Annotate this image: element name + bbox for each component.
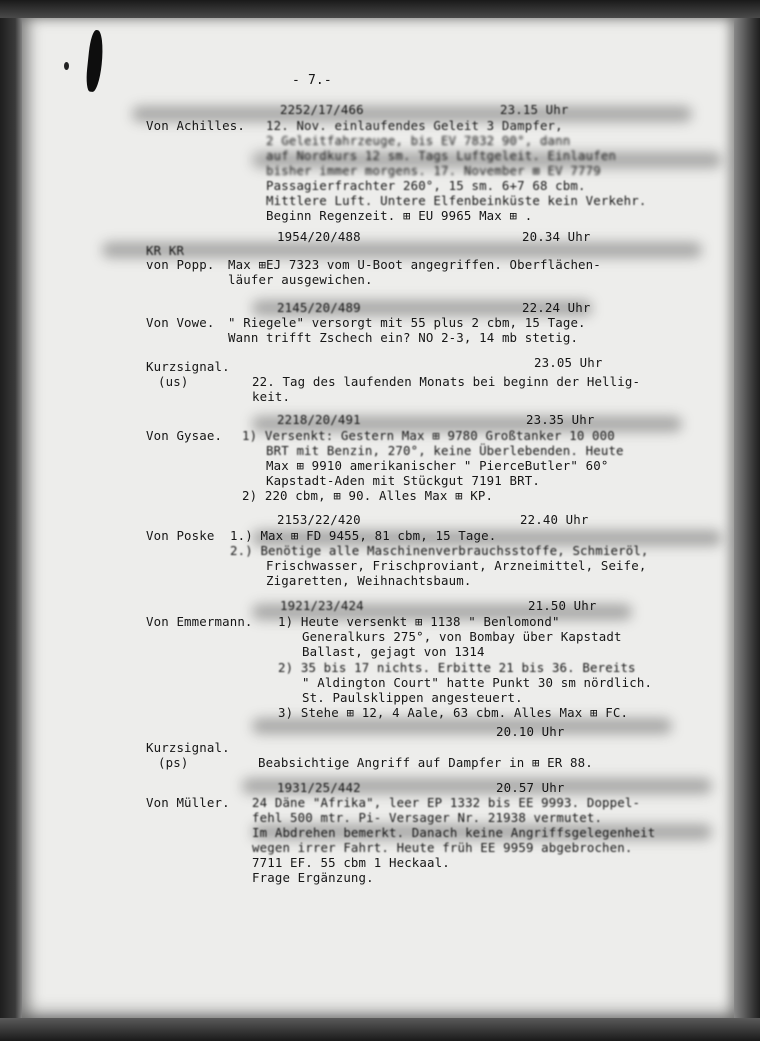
entry-line: Frischwasser, Frischproviant, Arzneimittel, Seife, [266,558,647,573]
entry-line: 1.) Max ⊞ FD 9455, 81 cbm, 15 Tage. [230,528,497,543]
entry-line: läufer ausgewichen. [228,272,373,287]
binding-hole-mark [85,29,105,92]
scan-top-edge [0,0,760,18]
entry-line: Passagierfrachter 260°, 15 sm. 6+7 68 cbm. [266,178,586,193]
entry-sender: Von Vowe. [146,315,215,330]
entry-sender: von Popp. [146,257,215,272]
smear [252,718,672,734]
entry-line: Max ⊞EJ 7323 vom U-Boot angegriffen. Oberflächen- [228,257,601,272]
entry-line: BRT mit Benzin, 270°, keine Überlebenden. Heute [266,443,624,458]
entry-sender-code: (us) [158,374,189,389]
scan-bottom-edge [0,1018,760,1041]
entry-line: Generalkurs 275°, von Bombay über Kapstadt [302,629,622,644]
entry-line: Frage Ergänzung. [252,870,374,885]
entry-line: 2) 35 bis 17 nichts. Erbitte 21 bis 36. Bereits [278,660,636,675]
entry-line: St. Paulsklippen angesteuert. [302,690,523,705]
entry-line: Mittlere Luft. Untere Elfenbeinküste kein Verkehr. [266,193,647,208]
entry-line: bisher immer morgens. 17. November ⊞ EV 7779 [266,163,601,178]
entry-sender: Von Müller. [146,795,230,810]
entry-line: " Aldington Court" hatte Punkt 30 sm nördlich. [302,675,653,690]
entry-line: Max ⊞ 9910 amerikanischer " PierceButler" 60° [266,458,609,473]
smear [102,242,702,258]
entry-ref: 1954/20/488 [277,229,361,244]
entry-ref: 2218/20/491 [277,412,361,427]
entry-sender: Von Gysae. [146,428,223,443]
entry-ref: 2153/22/420 [277,512,361,527]
entry-line: Wann trifft Zschech ein? NO 2-3, 14 mb stetig. [228,330,579,345]
entry-line: Ballast, gejagt von 1314 [302,644,485,659]
entry-line: Zigaretten, Weihnachtsbaum. [266,573,472,588]
binding-dot [64,62,69,70]
entry-line: 2 Geleitfahrzeuge, bis EV 7832 90°, dann [266,133,571,148]
entry-line: Beginn Regenzeit. ⊞ EU 9965 Max ⊞ . [266,208,533,223]
entry-line: 3) Stehe ⊞ 12, 4 Aale, 63 cbm. Alles Max ⊞ FC. [278,705,629,720]
entry-ref: 2145/20/489 [277,300,361,315]
entry-sender: Kurzsignal. [146,359,230,374]
entry-time: 23.15 Uhr [500,102,569,117]
entry-time: 23.35 Uhr [526,412,595,427]
entry-line: fehl 500 mtr. Pi- Versager Nr. 21938 vermutet. [252,810,603,825]
entry-time: 20.34 Uhr [522,229,591,244]
entry-line: 22. Tag des laufenden Monats bei beginn der Hellig- [252,374,641,389]
entry-sender: Kurzsignal. [146,740,230,755]
entry-line: 1) Heute versenkt ⊞ 1138 " Benlomond" [278,614,560,629]
entry-ref: 2252/17/466 [280,102,364,117]
entry-time: 20.57 Uhr [496,780,565,795]
entry-sender: Von Achilles. [146,118,245,133]
entry-time: 22.40 Uhr [520,512,589,527]
entry-ref: 1931/25/442 [277,780,361,795]
entry-time: 23.05 Uhr [534,355,603,370]
entry-ref: 1921/23/424 [280,598,364,613]
entry-line: wegen irrer Fahrt. Heute früh EE 9959 abgebrochen. [252,840,633,855]
entry-line: 1) Versenkt: Gestern Max ⊞ 9780 Großtanker 10 000 [242,428,615,443]
entry-line: 24 Däne "Afrika", leer EP 1332 bis EE 9993. Doppel- [252,795,641,810]
entry-line: Kapstadt-Aden mit Stückgut 7191 BRT. [266,473,540,488]
entry-line: Beabsichtige Angriff auf Dampfer in ⊞ ER 88. [258,755,593,770]
entry-sender: Von Emmermann. [146,614,253,629]
entry-prefix: KR KR [146,243,185,258]
entry-sender: Von Poske [146,528,215,543]
entry-line: 12. Nov. einlaufendes Geleit 3 Dampfer, [266,118,563,133]
entry-time: 22.24 Uhr [522,300,591,315]
entry-line: 2.) Benötige alle Maschinenverbrauchsstoffe, Schmieröl, [230,543,649,558]
entry-line: auf Nordkurs 12 sm. Tags Luftgeleit. Einlaufen [266,148,617,163]
entry-line: keit. [252,389,291,404]
document-page [22,18,734,1018]
entry-time: 21.50 Uhr [528,598,597,613]
entry-sender-code: (ps) [158,755,189,770]
entry-time: 20.10 Uhr [496,724,565,739]
entry-line: " Riegele" versorgt mit 55 plus 2 cbm, 15 Tage. [228,315,586,330]
entry-line: 7711 EF. 55 cbm 1 Heckaal. [252,855,450,870]
page-number: - 7.- [292,73,332,88]
entry-line: Im Abdrehen bemerkt. Danach keine Angriffsgelegenheit [252,825,656,840]
entry-line: 2) 220 cbm, ⊞ 90. Alles Max ⊞ KP. [242,488,494,503]
